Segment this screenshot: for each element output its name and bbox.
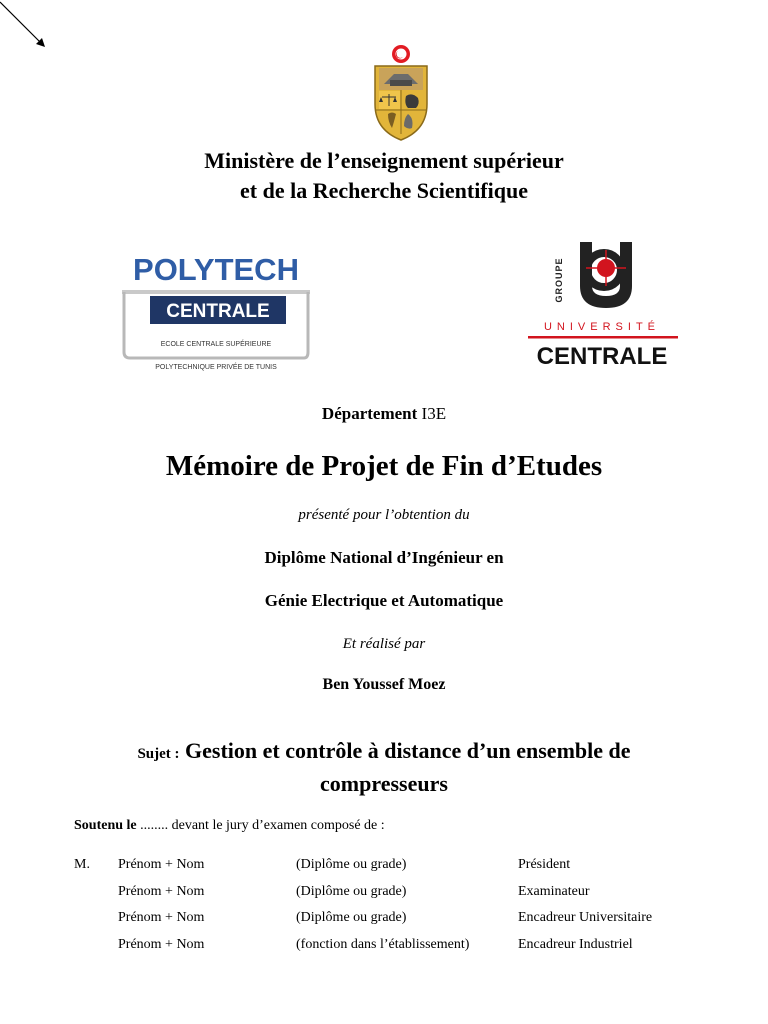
realised-by-text: Et réalisé par (342, 636, 426, 652)
jury-name: Prénom + Nom (118, 910, 205, 925)
uc-universite-text: UNIVERSITÉ (543, 321, 661, 333)
polytech-word: POLYTECH (133, 252, 299, 287)
subject-label: Sujet : (137, 746, 180, 762)
coat-of-arms-emblem (370, 44, 432, 142)
author-name: Ben Youssef Moez (322, 676, 446, 693)
jury-role: Président (518, 857, 571, 872)
jury-grade: (Diplôme ou grade) (296, 857, 407, 872)
jury-role: Encadreur Universitaire (518, 910, 653, 925)
polytech-subtitle-1: ECOLE CENTRALE SUPÉRIEURE (160, 341, 272, 348)
defense-label: Soutenu le (74, 818, 137, 833)
subject-line-2: compresseurs (320, 771, 448, 796)
jury-role: Encadreur Industriel (518, 937, 633, 952)
department-value: I3E (421, 404, 447, 423)
specialty-name: Génie Electrique et Automatique (264, 591, 504, 610)
jury-grade: (fonction dans l’établissement) (296, 937, 470, 952)
department-line (0, 404, 768, 424)
ministry-line-2: et de la Recherche Scientifique (240, 178, 528, 203)
arrow-icon (0, 0, 60, 60)
presented-for-text: présenté pour l’obtention du (298, 507, 470, 523)
diploma-name: Diplôme National d’Ingénieur en (264, 548, 504, 567)
polytech-centrale-logo (118, 248, 314, 374)
jury-name: Prénom + Nom (118, 884, 205, 899)
document-title: Mémoire de Projet de Fin d’Etudes (165, 450, 603, 482)
polytech-centrale-band: CENTRALE (166, 301, 270, 322)
jury-name: Prénom + Nom (118, 857, 205, 872)
subject-block (0, 736, 768, 799)
subject-line-1: Gestion et contrôle à distance d’un ensemble de (185, 738, 631, 763)
department-label: Département (321, 404, 418, 423)
jury-title: M. (74, 857, 90, 872)
ministry-line-1: Ministère de l’enseignement supérieur (204, 148, 564, 173)
defense-line (74, 818, 385, 834)
defense-text: ........ devant le jury d’examen composé de : (140, 818, 385, 833)
jury-name: Prénom + Nom (118, 937, 205, 952)
jury-grade: (Diplôme ou grade) (296, 884, 407, 899)
jury-grade: (Diplôme ou grade) (296, 910, 407, 925)
universite-centrale-logo (522, 234, 682, 370)
uc-groupe-text: GROUPE (554, 257, 564, 303)
polytech-subtitle-2: POLYTECHNIQUE PRIVÉE DE TUNIS (155, 364, 277, 371)
jury-role: Examinateur (518, 884, 590, 899)
ministry-heading (0, 146, 768, 206)
uc-centrale-text: CENTRALE (536, 343, 668, 370)
